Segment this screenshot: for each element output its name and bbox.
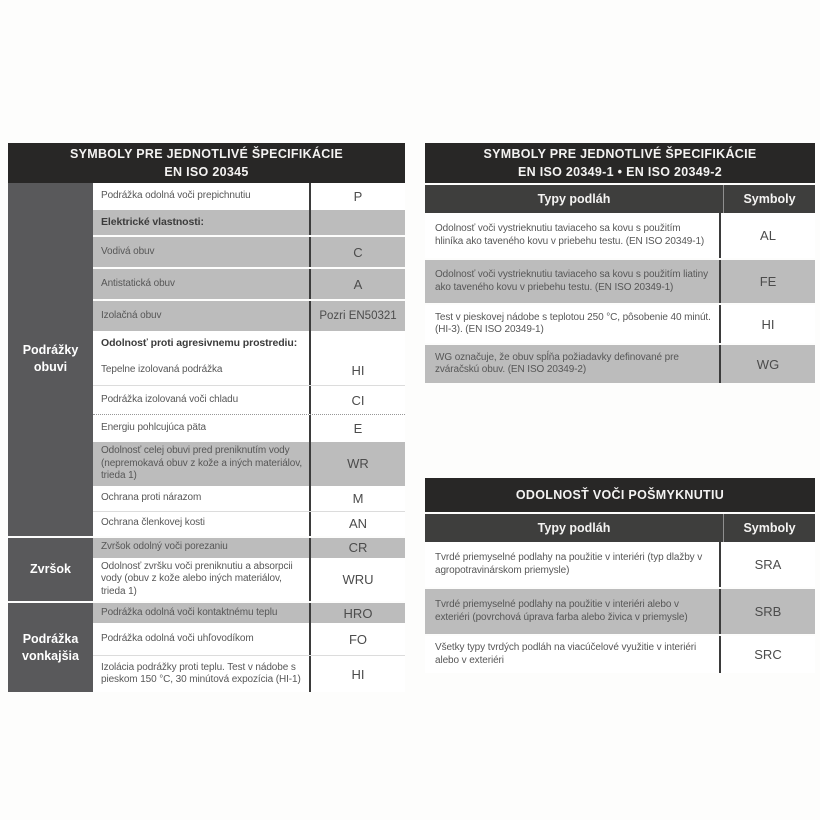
spec-symbol: E	[309, 415, 405, 442]
spec-symbol: WG	[719, 345, 815, 383]
spec-symbol: HI	[719, 305, 815, 343]
spec-symbol: SRB	[719, 589, 815, 634]
spec-symbol: HRO	[309, 603, 405, 623]
table-row	[93, 538, 405, 558]
table-title-line2: EN ISO 20345	[164, 165, 249, 179]
table-row	[425, 343, 815, 383]
column-header-row	[425, 185, 815, 213]
spec-symbol: A	[309, 269, 405, 299]
spec-symbol: HI	[309, 656, 405, 692]
spec-symbol	[309, 331, 405, 356]
table-row	[93, 603, 405, 623]
spec-label: Elektrické vlastnosti:	[101, 215, 204, 228]
spec-label: Energiu pohlcujúca päta	[101, 422, 207, 434]
table-title-line1: SYMBOLY PRE JEDNOTLIVÉ ŠPECIFIKÁCIE	[483, 146, 757, 161]
spec-label: Ochrana členkovej kosti	[101, 517, 205, 529]
category-cell: Podrážka vonkajšia	[8, 603, 93, 692]
column-header-symboly: Symboly	[723, 185, 815, 213]
group-rows	[93, 183, 405, 536]
category-group-podrazky-obuvi	[8, 183, 405, 536]
spec-label: Odolnosť voči vystrieknutiu taviaceho sa kovu s použitím liatiny ako taveného kovu v priebehu testu. (EN ISO 20349-1)	[435, 269, 709, 293]
spec-symbol: AN	[309, 512, 405, 536]
spec-label: Podrážka odolná voči prepichnutiu	[101, 190, 251, 202]
table-title-line2: EN ISO 20349-1 • EN ISO 20349-2	[517, 165, 723, 179]
spec-label: Antistatická obuv	[101, 277, 175, 289]
category-cell: Zvršok	[8, 538, 93, 602]
table-row	[93, 511, 405, 536]
spec-label: Všetky typy tvrdých podláh na viacúčelové využitie v interiéri alebo v exteriéri	[435, 642, 697, 666]
column-header-row	[425, 514, 815, 542]
spec-symbol: SRA	[719, 542, 815, 587]
spec-symbol: CR	[309, 538, 405, 558]
table-row	[93, 442, 405, 486]
spec-symbol: CI	[309, 386, 405, 414]
table-en-iso-20345	[8, 143, 405, 692]
table-title	[425, 143, 815, 183]
spec-symbol: WR	[309, 442, 405, 486]
spec-symbol: HI	[309, 356, 405, 385]
table-odolnost-voci-posmyknutiu	[425, 478, 815, 673]
table-row	[93, 558, 405, 602]
spec-symbol: AL	[719, 213, 815, 258]
table-row	[93, 210, 405, 235]
spec-label: Odolnosť celej obuvi pred preniknutím vody (nepremokavá obuv z kože a iných materiálov, trieda 1)	[101, 445, 303, 481]
column-header-typy-podlah: Typy podláh	[537, 521, 611, 535]
spec-label: Odolnosť voči vystrieknutiu taviaceho sa kovu s použitím hliníka ako taveného kovu v priebehu testu. (EN ISO 20349-1)	[435, 223, 705, 247]
table-en-iso-20349	[425, 143, 815, 383]
spec-symbol: C	[309, 237, 405, 267]
table-title-line1: ODOLNOSŤ VOČI POŠMYKNUTIU	[515, 487, 725, 502]
spec-label: Vodivá obuv	[101, 245, 155, 257]
spec-symbol: WRU	[309, 558, 405, 602]
table-row	[93, 414, 405, 442]
category-group-zvrsok	[8, 536, 405, 602]
table-row	[93, 183, 405, 210]
spec-label: Odolnosť proti agresivnemu prostrediu:	[101, 336, 298, 349]
spec-label: Podrážka odolná voči uhľovodíkom	[101, 632, 254, 644]
table-row	[425, 303, 815, 343]
table-body	[425, 213, 815, 383]
spec-label: Tvrdé priemyselné podlahy na použitie v interiéri (typ dlažby v agropotravinárskom priemysle)	[435, 552, 703, 576]
spec-label: Tvrdé priemyselné podlahy na použitie v interiéri alebo v exteriéri (povrchová úprava farba alebo živica v priemysle)	[435, 599, 688, 623]
table-row	[93, 267, 405, 299]
spec-label: WG označuje, že obuv spĺňa požiadavky definované pre zváračskú obuv. (EN ISO 20349-2)	[435, 351, 679, 375]
table-row	[425, 258, 815, 303]
table-row	[425, 634, 815, 673]
spec-label: Tepelne izolovaná podrážka	[101, 364, 223, 376]
table-row	[93, 356, 405, 385]
spec-symbol: M	[309, 486, 405, 511]
column-header-typy-podlah: Typy podláh	[537, 192, 611, 206]
table-row	[93, 299, 405, 331]
spec-label: Test v pieskovej nádobe s teplotou 250 °C, pôsobenie 40 minút. (HI-3). (EN ISO 20349-1)	[435, 311, 711, 335]
spec-label: Podrážka odolná voči kontaktnému teplu	[101, 606, 278, 618]
category-cell: Podrážky obuvi	[8, 183, 93, 536]
spec-label: Ochrana proti nárazom	[101, 491, 202, 503]
table-row	[93, 623, 405, 655]
spec-symbol: FO	[309, 623, 405, 655]
category-group-podrazka-vonkajsia	[8, 601, 405, 692]
group-rows	[93, 603, 405, 692]
spec-symbol: FE	[719, 260, 815, 303]
table-title-line1: SYMBOLY PRE JEDNOTLIVÉ ŠPECIFIKÁCIE	[69, 146, 344, 161]
table-row	[425, 542, 815, 587]
table-body	[8, 183, 405, 692]
spec-symbol: SRC	[719, 636, 815, 673]
spec-symbol: Pozri EN50321	[309, 301, 405, 331]
spec-label: Zvršok odolný voči porezaniu	[101, 541, 228, 553]
table-row	[93, 655, 405, 692]
group-rows	[93, 538, 405, 602]
table-row	[93, 385, 405, 414]
table-title	[425, 478, 815, 512]
table-row	[93, 331, 405, 356]
spec-label: Izolačná obuv	[101, 309, 162, 321]
spec-label: Izolácia podrážky proti teplu. Test v nádobe s pieskom 150 °C, 30 minútová expozícia (HI-1)	[101, 661, 301, 685]
table-body	[425, 542, 815, 673]
table-row	[93, 235, 405, 267]
table-row	[93, 486, 405, 511]
table-row	[425, 587, 815, 634]
table-row	[425, 213, 815, 258]
spec-symbol: P	[309, 183, 405, 210]
spec-label: Podrážka izolovaná voči chladu	[101, 393, 239, 405]
column-header-symboly: Symboly	[723, 514, 815, 542]
table-title	[8, 143, 405, 183]
spec-symbol	[309, 210, 405, 235]
spec-label: Odolnosť zvršku voči preniknutiu a absorpcii vody (obuv z kože alebo iných materiálov, trieda 1)	[101, 560, 293, 597]
